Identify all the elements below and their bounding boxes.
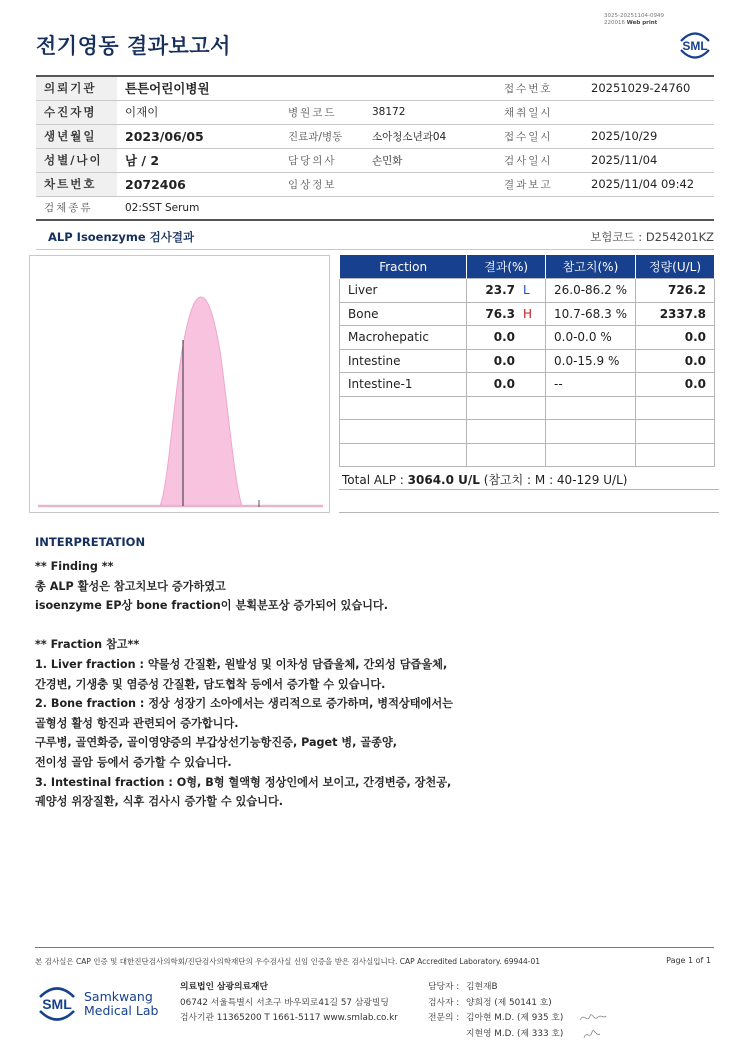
sex-age-label: 성별/나이 bbox=[36, 148, 117, 172]
table-row-empty bbox=[340, 396, 715, 420]
hospital-code-value: 38172 bbox=[364, 100, 496, 124]
fraction-amount: 0.0 bbox=[635, 373, 714, 397]
info-row bbox=[36, 196, 714, 220]
info-row bbox=[36, 148, 714, 172]
logo-bottom-text: SML bbox=[42, 996, 72, 1012]
specimen-value: 02:SST Serum bbox=[117, 196, 714, 220]
fraction-reference: 0.0-0.0 % bbox=[546, 326, 636, 350]
sml-logo-icon bbox=[676, 28, 714, 62]
print-code bbox=[604, 13, 684, 26]
staff-info bbox=[428, 980, 563, 1042]
flag-low: L bbox=[523, 283, 530, 298]
birth-label: 생년월일 bbox=[36, 124, 117, 148]
fraction-reference: 10.7-68.3 % bbox=[546, 302, 636, 326]
logo-top-text: SML bbox=[682, 39, 708, 53]
sml-logo-bottom-icon bbox=[36, 982, 78, 1026]
reception-no-label: 접수번호 bbox=[496, 76, 583, 100]
fraction-name: Macrohepatic bbox=[340, 326, 467, 350]
org-address: 06742 서울특별시 서초구 바우뫼로41길 57 삼광빌딩 bbox=[180, 997, 389, 1008]
fraction-results-table bbox=[339, 254, 715, 467]
col-header-amount: 정량(U/L) bbox=[635, 255, 714, 279]
table-row bbox=[340, 349, 715, 373]
total-alp-unit: U/L bbox=[458, 473, 480, 487]
table-header-row bbox=[340, 255, 715, 279]
total-alp-reference: (참고치 : M : 40-129 U/L) bbox=[483, 473, 628, 487]
info-row bbox=[36, 172, 714, 196]
info-row bbox=[36, 124, 714, 148]
page-number: Page 1 of 1 bbox=[666, 956, 711, 965]
finding-line: isoenzyme EP상 bone fraction이 분획분포상 증가되어 있습니다. bbox=[35, 599, 388, 613]
total-alp: Total ALP : 3064.0 U/L (참고치 : M : 40-129 U/L) bbox=[342, 473, 628, 487]
fraction-result: 0.0 bbox=[467, 326, 546, 350]
fraction-name: Liver bbox=[340, 279, 467, 303]
lab-name bbox=[84, 990, 158, 1018]
fraction-ref-line: 궤양성 위장질환, 식후 검사시 증가할 수 있습니다. bbox=[35, 795, 284, 809]
col-header-fraction: Fraction bbox=[340, 255, 467, 279]
table-row-empty bbox=[340, 443, 715, 467]
electropherogram-svg bbox=[30, 256, 331, 514]
fraction-name: Bone bbox=[340, 302, 467, 326]
footer-divider bbox=[35, 947, 714, 948]
table-row-empty bbox=[340, 420, 715, 444]
test-date-value: 2025/11/04 bbox=[583, 148, 714, 172]
fraction-amount: 0.0 bbox=[635, 349, 714, 373]
lab-name-line1: Samkwang bbox=[84, 989, 153, 1004]
reception-date-label: 접수일시 bbox=[496, 124, 583, 148]
specimen-label: 검체종류 bbox=[36, 196, 117, 220]
finding-title: ** Finding ** bbox=[35, 560, 114, 573]
total-divider bbox=[339, 512, 719, 513]
fraction-ref-line: 전이성 골암 등에서 증가할 수 있습니다. bbox=[35, 755, 232, 769]
interpretation-body bbox=[35, 557, 453, 812]
fraction-reference: 0.0-15.9 % bbox=[546, 349, 636, 373]
col-header-reference: 참고치(%) bbox=[546, 255, 636, 279]
fraction-ref-line: 3. Intestinal fraction : O형, B형 혈액형 정상인에서 보이고, 간경변증, 장천공, bbox=[35, 775, 452, 789]
chart-no-label: 차트번호 bbox=[36, 172, 117, 196]
birth-value: 2023/06/05 bbox=[117, 124, 280, 148]
fraction-amount: 726.2 bbox=[635, 279, 714, 303]
patient-info-table bbox=[36, 75, 714, 221]
accreditation-note: 본 검사실은 CAP 인증 및 대한진단검사의학회/진단검사의학재단의 우수검사실 신임 인증을 받은 검사실입니다. CAP Accredited Laboratory. 69944-01 bbox=[35, 957, 541, 966]
patient-label: 수진자명 bbox=[36, 100, 117, 124]
reception-date-value: 2025/10/29 bbox=[583, 124, 714, 148]
clinical-info-value bbox=[364, 172, 496, 196]
electropherogram-graph bbox=[29, 255, 330, 513]
print-code-line1: 3025-20251104-0949 bbox=[604, 13, 664, 19]
doctor-value: 손민화 bbox=[364, 148, 496, 172]
fraction-result: 23.7 L bbox=[467, 279, 546, 303]
collection-date-label: 채취일시 bbox=[496, 100, 583, 124]
org-contact: 검사기관 11365200 T 1661-5117 www.smlab.co.kr bbox=[180, 1013, 398, 1023]
lab-name-line2: Medical Lab bbox=[84, 1003, 159, 1018]
info-row bbox=[36, 100, 714, 124]
staff-row: 전문의 : 김아현 M.D. (제 935 호) bbox=[428, 1013, 564, 1023]
hospital-label: 의뢰기관 bbox=[36, 76, 117, 100]
fraction-reference: 26.0-86.2 % bbox=[546, 279, 636, 303]
fraction-ref-line: 2. Bone fraction : 정상 성장기 소아에서는 생리적으로 증가하며, 병적상태에서는 bbox=[35, 697, 453, 711]
finding-line: 총 ALP 활성은 참고치보다 증가하였고 bbox=[35, 579, 226, 593]
fraction-ref-line: 구루병, 골연화증, 골이영양증의 부갑상선기능항진증, Paget 병, 골종양, bbox=[35, 736, 397, 750]
patient-value: 이재이 bbox=[117, 100, 280, 124]
fraction-ref-line: 1. Liver fraction : 약물성 간질환, 원발성 및 이차성 담즙울체, 간외성 담즙울체, bbox=[35, 657, 448, 671]
table-row bbox=[340, 373, 715, 397]
doctor-label: 담당의사 bbox=[280, 148, 364, 172]
org-name: 의료법인 삼광의료재단 bbox=[180, 982, 269, 992]
section-divider bbox=[36, 249, 714, 250]
sex-age-value: 남 / 2 bbox=[117, 148, 280, 172]
bone-peak-curve bbox=[160, 297, 242, 506]
total-alp-value: 3064.0 bbox=[407, 473, 454, 487]
info-row bbox=[36, 76, 714, 100]
table-row bbox=[340, 326, 715, 350]
staff-row: 지현영 M.D. (제 333 호) bbox=[466, 1028, 564, 1039]
table-row bbox=[340, 302, 715, 326]
table-row bbox=[340, 279, 715, 303]
fraction-amount: 0.0 bbox=[635, 326, 714, 350]
insurance-code: 보험코드 : D254201KZ bbox=[590, 230, 714, 244]
interpretation-title: INTERPRETATION bbox=[35, 535, 146, 549]
organization-info bbox=[180, 980, 398, 1027]
staff-row: 담당자 : 김현재B bbox=[428, 982, 498, 992]
total-divider bbox=[339, 489, 719, 490]
report-title: 전기영동 결과보고서 bbox=[36, 34, 231, 58]
fraction-result: 0.0 bbox=[467, 349, 546, 373]
fraction-reference: -- bbox=[546, 373, 636, 397]
col-header-result: 결과(%) bbox=[467, 255, 546, 279]
fraction-result: 0.0 bbox=[467, 373, 546, 397]
print-code-line2: 220016 Web print bbox=[604, 19, 658, 26]
flag-high: H bbox=[523, 306, 533, 321]
fraction-ref-line: 골형성 활성 항진과 관련되어 증가합니다. bbox=[35, 716, 239, 730]
signature-icon bbox=[578, 1010, 608, 1042]
reception-no-value: 20251029-24760 bbox=[583, 76, 714, 100]
test-date-label: 검사일시 bbox=[496, 148, 583, 172]
report-date-label: 결과보고 bbox=[496, 172, 583, 196]
fraction-result: 76.3 H bbox=[467, 302, 546, 326]
fraction-ref-title: ** Fraction 참고** bbox=[35, 638, 140, 652]
hospital-value: 튼튼어린이병원 bbox=[117, 76, 496, 100]
fraction-name: Intestine-1 bbox=[340, 373, 467, 397]
collection-date-value bbox=[583, 100, 714, 124]
report-date-value: 2025/11/04 09:42 bbox=[583, 172, 714, 196]
clinical-info-label: 임상정보 bbox=[280, 172, 364, 196]
fraction-name: Intestine bbox=[340, 349, 467, 373]
hospital-code-label: 병원코드 bbox=[280, 100, 364, 124]
dept-label: 진료과/병동 bbox=[280, 124, 364, 148]
print-label: Web print bbox=[626, 19, 658, 26]
section-title: ALP Isoenzyme 검사결과 bbox=[48, 230, 195, 244]
staff-row: 검사자 : 양희정 (제 50141 호) bbox=[428, 997, 552, 1008]
dept-value: 소아청소년과04 bbox=[364, 124, 496, 148]
fraction-amount: 2337.8 bbox=[635, 302, 714, 326]
chart-no-value: 2072406 bbox=[117, 172, 280, 196]
fraction-ref-line: 간경변, 기생충 및 염증성 간질환, 담도협착 등에서 증가할 수 있습니다. bbox=[35, 677, 386, 691]
spacer bbox=[35, 616, 453, 636]
